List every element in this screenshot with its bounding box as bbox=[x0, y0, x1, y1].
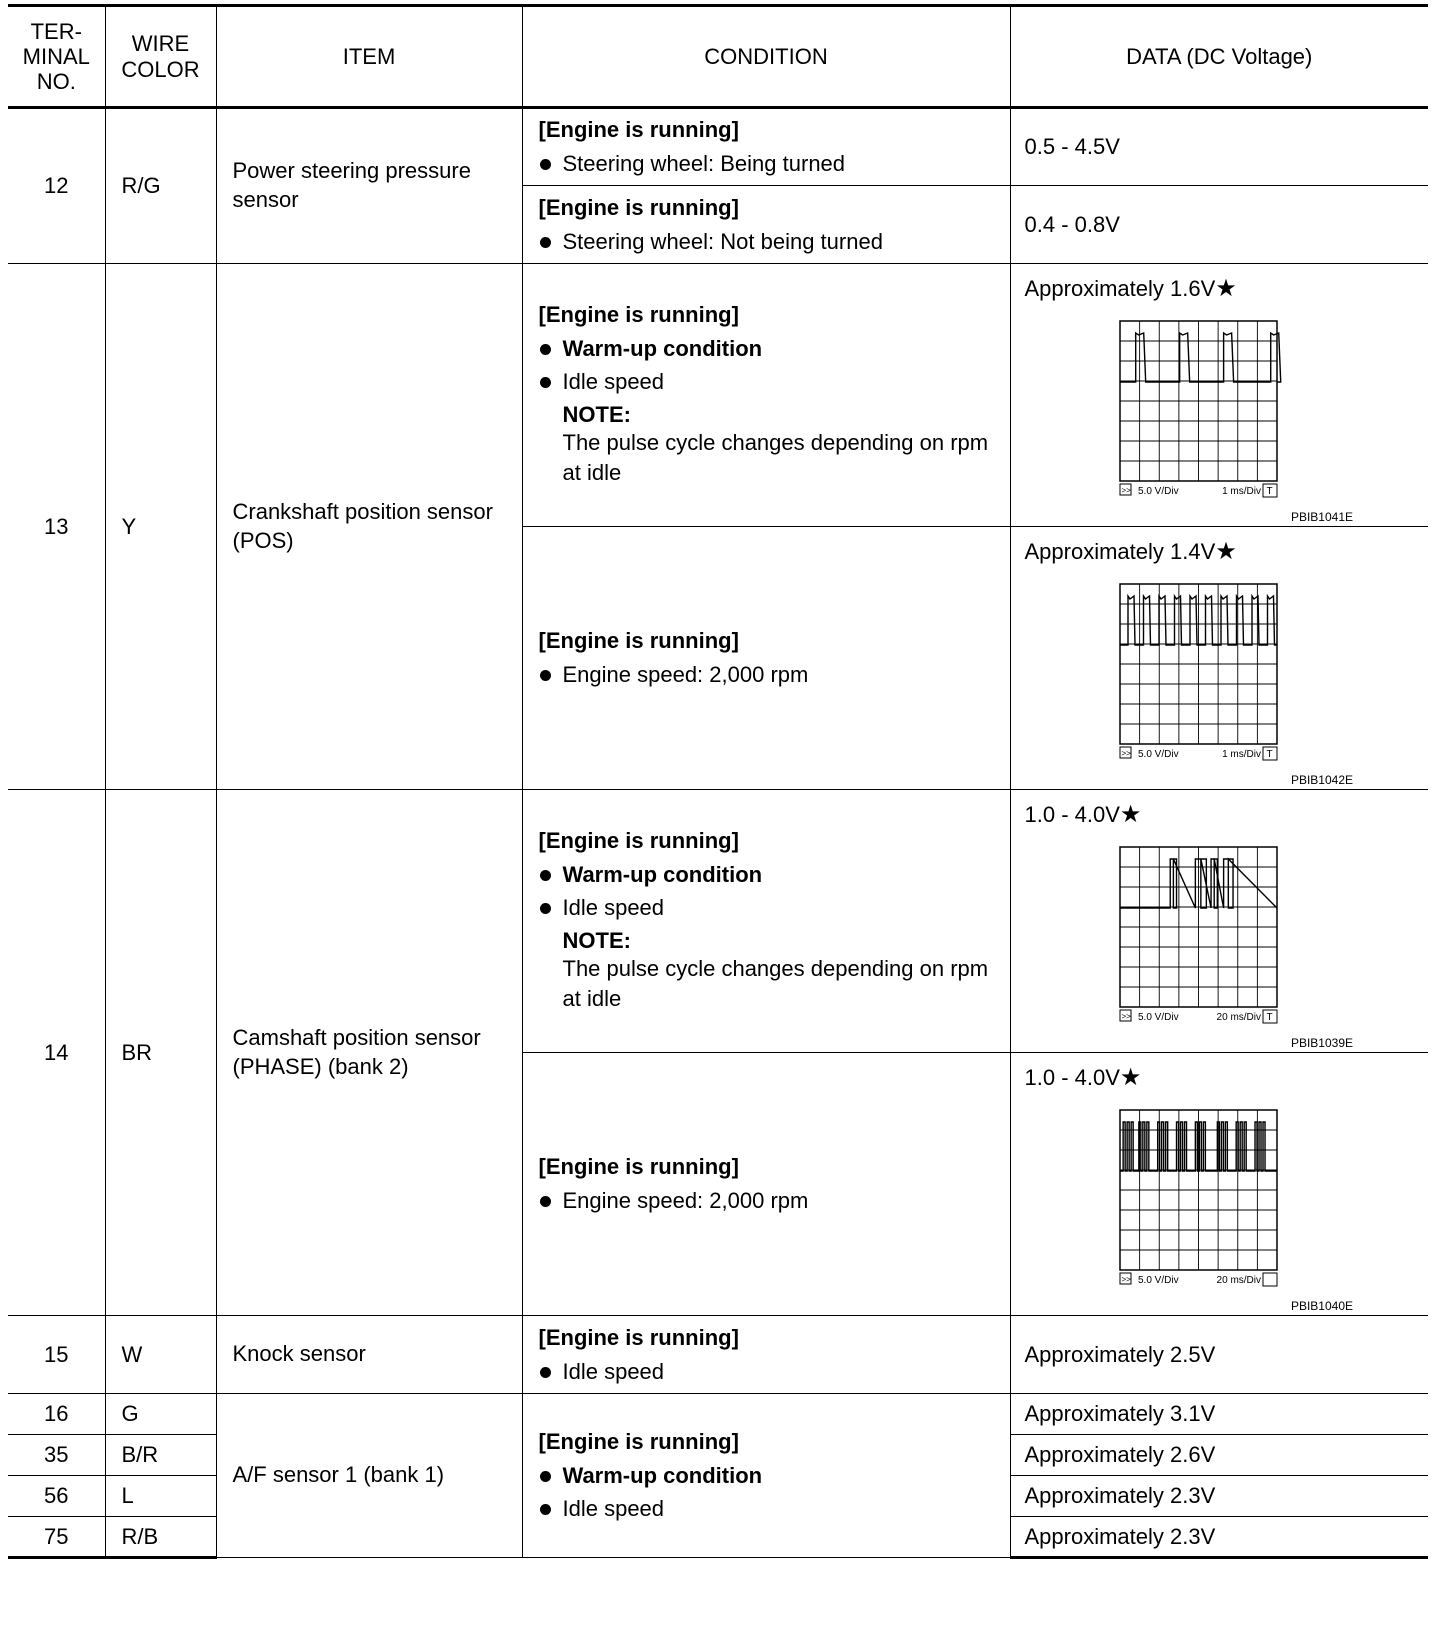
bullet-icon bbox=[540, 159, 551, 170]
bullet-icon bbox=[540, 1504, 551, 1515]
scope-trigger-label: T bbox=[1266, 1012, 1273, 1023]
scope-trigger-label: T bbox=[1266, 486, 1273, 497]
header-condition: CONDITION bbox=[522, 6, 1010, 108]
wire-color: G bbox=[105, 1394, 216, 1435]
table-row bbox=[8, 790, 1428, 1053]
header-data: DATA (DC Voltage) bbox=[1010, 6, 1428, 108]
ecm-terminal-table bbox=[8, 4, 1428, 1559]
bullet-icon bbox=[540, 870, 551, 881]
data-value: Approximately 2.6V bbox=[1010, 1435, 1428, 1476]
star-icon: ★ bbox=[1215, 275, 1237, 302]
oscilloscope-graph bbox=[1025, 311, 1355, 525]
scope-arrow-icon: >> bbox=[1121, 1275, 1131, 1284]
header-terminal-no: TER- MINAL NO. bbox=[8, 6, 105, 108]
table-row bbox=[8, 108, 1428, 186]
wire-color: R/B bbox=[105, 1517, 216, 1558]
data-value: Approximately 2.3V bbox=[1010, 1517, 1428, 1558]
oscilloscope-graph bbox=[1025, 1100, 1355, 1314]
scope-time-label: 20 ms/Div bbox=[1216, 1275, 1261, 1286]
bullet-icon bbox=[540, 344, 551, 355]
terminal-number: 14 bbox=[8, 790, 105, 1316]
condition-cell: [Engine is running] Engine speed: 2,000 rpm bbox=[522, 527, 1010, 790]
terminal-number: 56 bbox=[8, 1476, 105, 1517]
oscilloscope-waveform bbox=[1025, 311, 1355, 525]
data-value: 0.5 - 4.5V bbox=[1010, 108, 1428, 186]
data-value: Approximately 1.4V★ >> 5.0 V/Div 1 ms/Div T PBIB1042E bbox=[1010, 527, 1428, 790]
oscilloscope-waveform bbox=[1025, 837, 1355, 1051]
star-icon: ★ bbox=[1215, 538, 1237, 565]
condition-cell: [Engine is running] Warm-up condition Idle speed NOTE: The pulse cycle changes depending on rpm at idle bbox=[522, 790, 1010, 1053]
condition-cell: [Engine is running] Warm-up condition Idle speed NOTE: The pulse cycle changes depending on rpm at idle bbox=[522, 264, 1010, 527]
scope-trigger-label: T bbox=[1266, 749, 1273, 760]
scope-arrow-icon: >> bbox=[1121, 749, 1131, 758]
scope-volts-label: 5.0 V/Div bbox=[1137, 1275, 1179, 1286]
item-name: A/F sensor 1 (bank 1) bbox=[216, 1394, 522, 1558]
item-name: Camshaft position sensor (PHASE) (bank 2) bbox=[216, 790, 522, 1316]
data-value: 1.0 - 4.0V★ >> 5.0 V/Div 20 ms/Div T PBIB1039E bbox=[1010, 790, 1428, 1053]
oscilloscope-graph bbox=[1025, 574, 1355, 788]
scope-time-label: 20 ms/Div bbox=[1216, 1012, 1261, 1023]
scope-trigger-box bbox=[1263, 1273, 1277, 1286]
scope-arrow-icon: >> bbox=[1121, 1012, 1131, 1021]
condition-cell: [Engine is running] Warm-up condition Idle speed bbox=[522, 1394, 1010, 1558]
scope-volts-label: 5.0 V/Div bbox=[1137, 1012, 1179, 1023]
wire-color: Y bbox=[105, 264, 216, 790]
table-header-row bbox=[8, 6, 1428, 108]
condition-cell: [Engine is running] Steering wheel: Being turned bbox=[522, 108, 1010, 186]
header-wire-color: WIRE COLOR bbox=[105, 6, 216, 108]
table-row bbox=[8, 264, 1428, 527]
bullet-icon bbox=[540, 670, 551, 681]
item-name: Knock sensor bbox=[216, 1316, 522, 1394]
figure-id-label: PBIB1040E bbox=[1290, 1299, 1353, 1313]
star-icon: ★ bbox=[1119, 1064, 1142, 1091]
terminal-number: 75 bbox=[8, 1517, 105, 1558]
data-value: 0.4 - 0.8V bbox=[1010, 186, 1428, 264]
condition-cell: [Engine is running] Engine speed: 2,000 rpm bbox=[522, 1053, 1010, 1316]
figure-id-label: PBIB1039E bbox=[1290, 1036, 1353, 1050]
star-icon: ★ bbox=[1119, 801, 1142, 828]
scope-time-label: 1 ms/Div bbox=[1221, 486, 1261, 497]
data-value: Approximately 2.3V bbox=[1010, 1476, 1428, 1517]
oscilloscope-graph bbox=[1025, 837, 1355, 1051]
scope-volts-label: 5.0 V/Div bbox=[1137, 749, 1179, 760]
bullet-icon bbox=[540, 377, 551, 388]
terminal-number: 13 bbox=[8, 264, 105, 790]
figure-id-label: PBIB1041E bbox=[1290, 510, 1353, 524]
bullet-icon bbox=[540, 1471, 551, 1482]
terminal-number: 16 bbox=[8, 1394, 105, 1435]
scope-time-label: 1 ms/Div bbox=[1221, 749, 1261, 760]
item-name: Power steering pressure sensor bbox=[216, 108, 522, 264]
table-row bbox=[8, 1316, 1428, 1394]
data-value: Approximately 2.5V bbox=[1010, 1316, 1428, 1394]
item-name: Crankshaft position sensor (POS) bbox=[216, 264, 522, 790]
condition-cell: [Engine is running] Steering wheel: Not being turned bbox=[522, 186, 1010, 264]
header-item: ITEM bbox=[216, 6, 522, 108]
data-value: Approximately 1.6V★ >> 5.0 V/Div 1 ms/Div T PBIB1041E bbox=[1010, 264, 1428, 527]
bullet-icon bbox=[540, 1196, 551, 1207]
terminal-number: 12 bbox=[8, 108, 105, 264]
condition-cell: [Engine is running] Idle speed bbox=[522, 1316, 1010, 1394]
bullet-icon bbox=[540, 237, 551, 248]
wire-color: B/R bbox=[105, 1435, 216, 1476]
data-value: Approximately 3.1V bbox=[1010, 1394, 1428, 1435]
data-value: 1.0 - 4.0V★ >> 5.0 V/Div 20 ms/Div PBIB1040E bbox=[1010, 1053, 1428, 1316]
figure-id-label: PBIB1042E bbox=[1290, 773, 1353, 787]
bullet-icon bbox=[540, 903, 551, 914]
scope-volts-label: 5.0 V/Div bbox=[1137, 486, 1179, 497]
wire-color: BR bbox=[105, 790, 216, 1316]
bullet-icon bbox=[540, 1367, 551, 1378]
wire-color: W bbox=[105, 1316, 216, 1394]
oscilloscope-waveform bbox=[1025, 1100, 1355, 1314]
wire-color: L bbox=[105, 1476, 216, 1517]
table-row bbox=[8, 1394, 1428, 1435]
scope-arrow-icon: >> bbox=[1121, 486, 1131, 495]
wire-color: R/G bbox=[105, 108, 216, 264]
terminal-number: 35 bbox=[8, 1435, 105, 1476]
oscilloscope-waveform bbox=[1025, 574, 1355, 788]
terminal-number: 15 bbox=[8, 1316, 105, 1394]
